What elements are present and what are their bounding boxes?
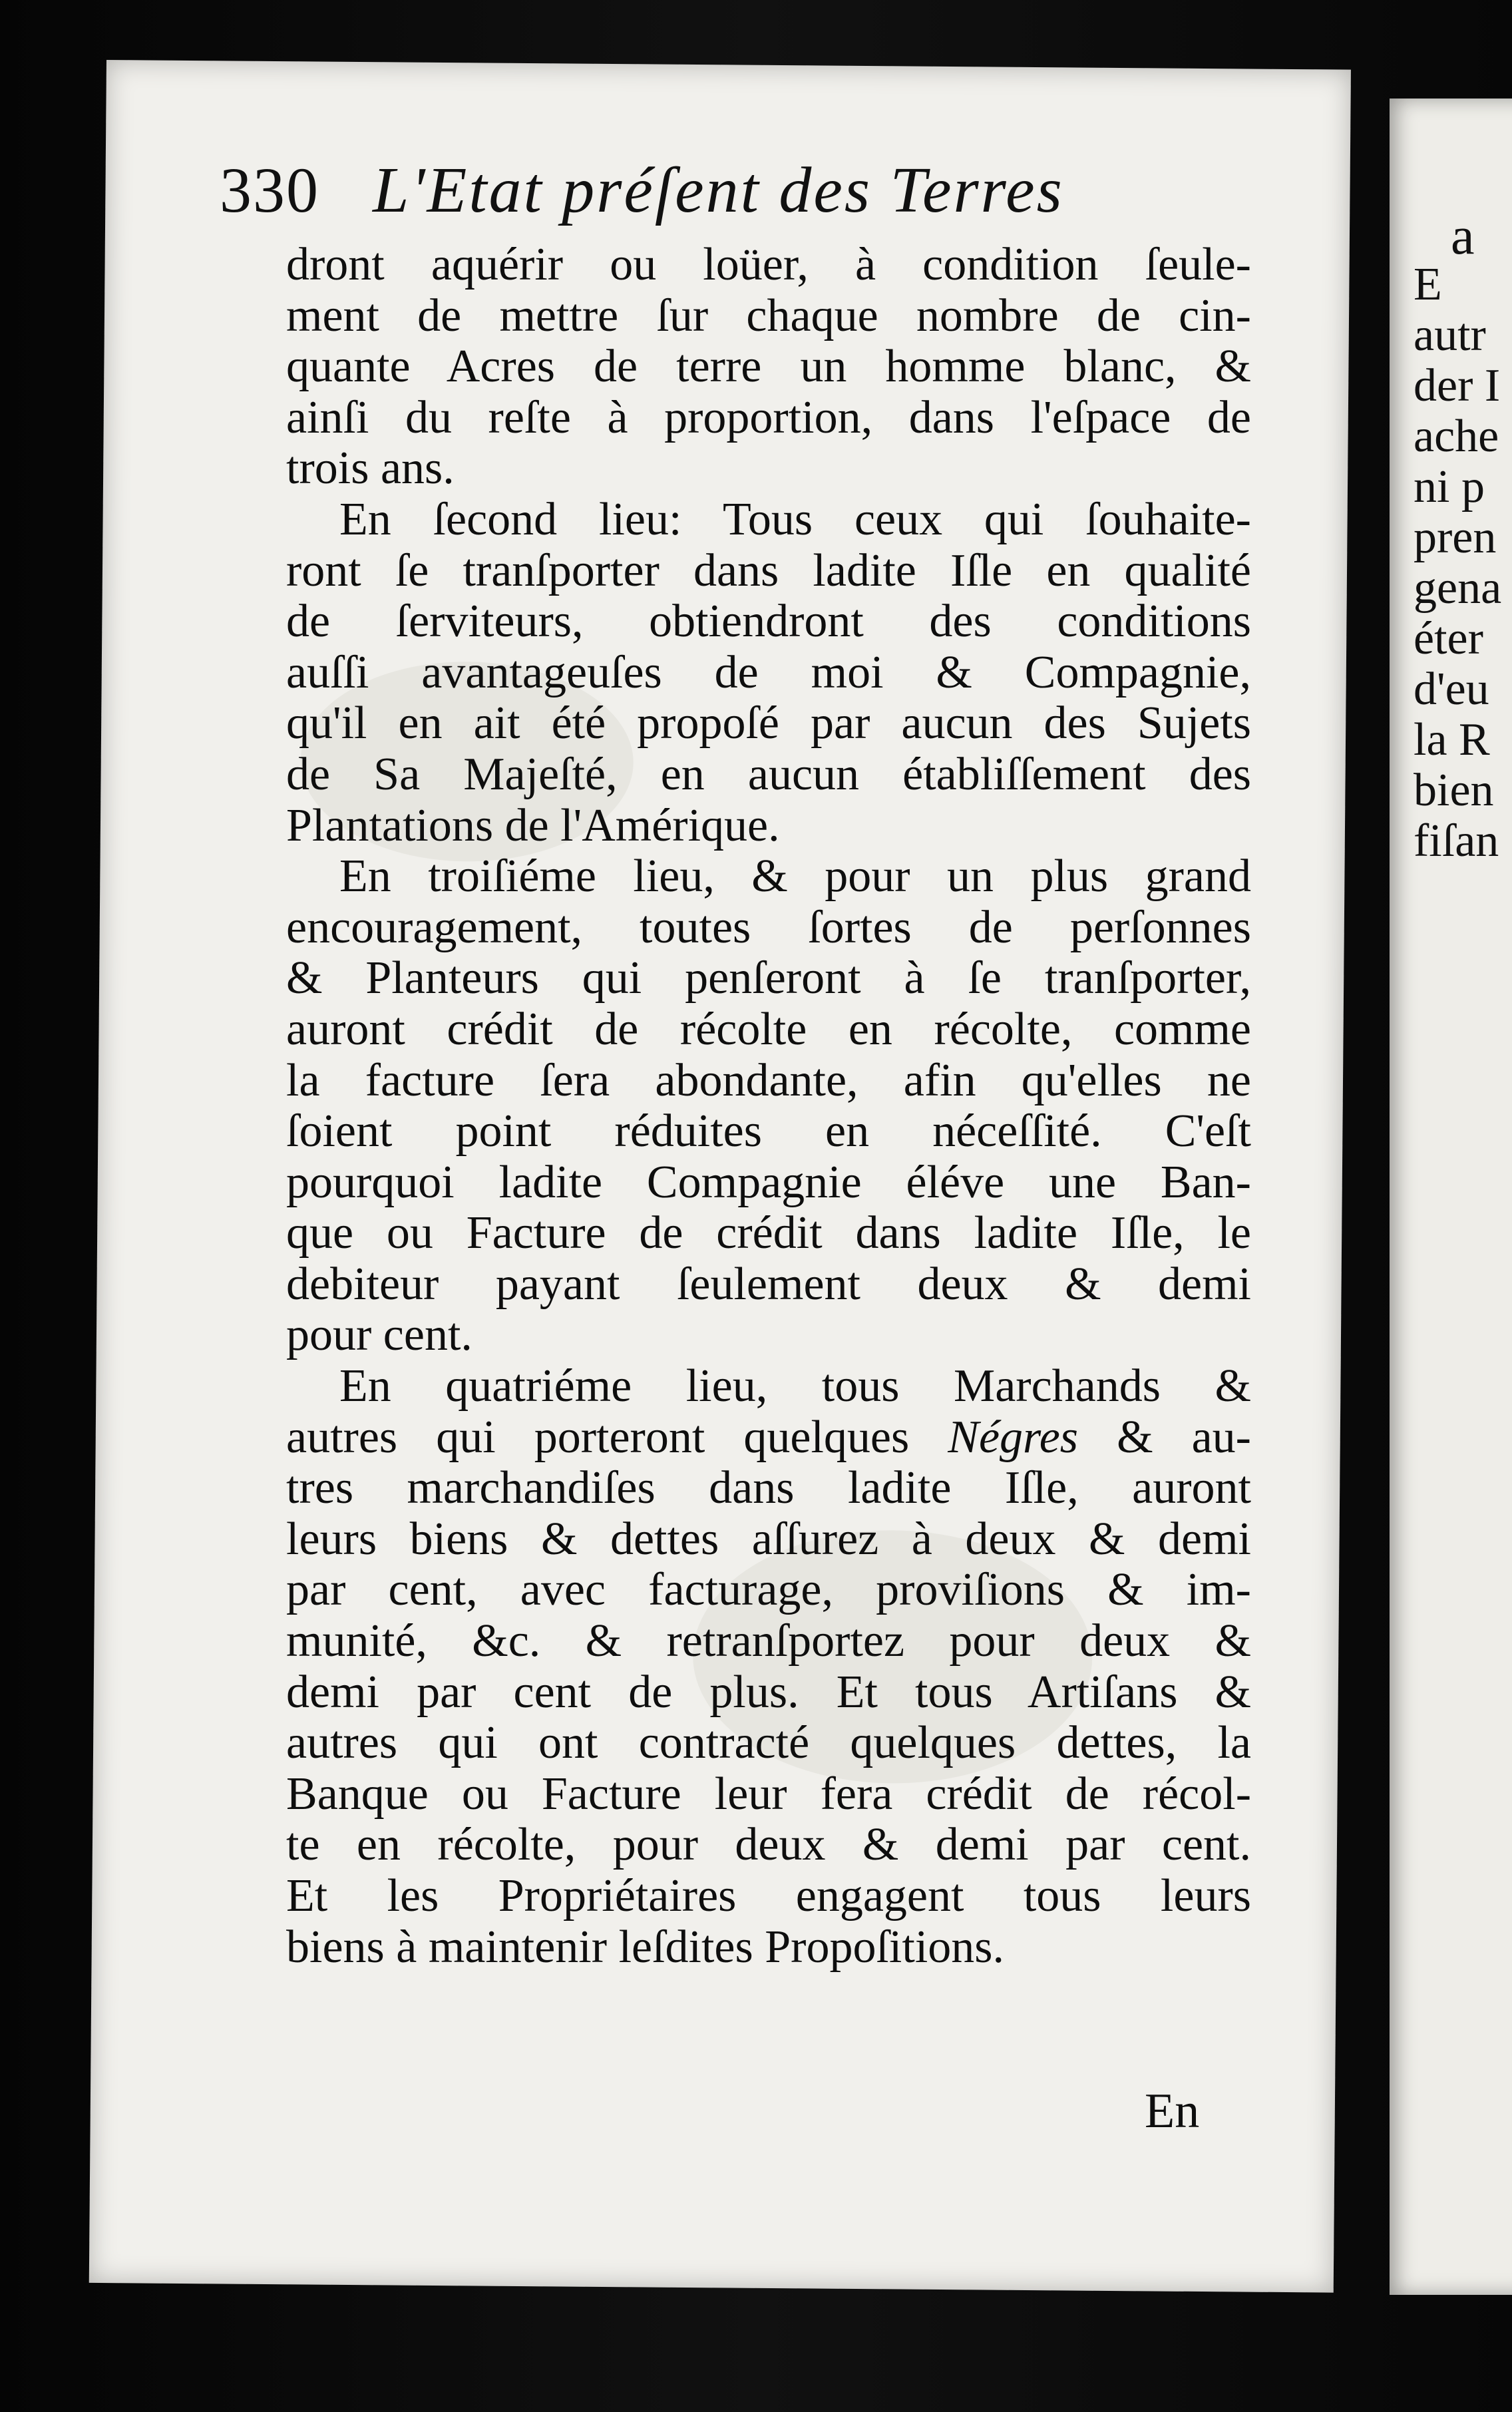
fragment-line: éter	[1414, 613, 1483, 664]
text-line: Banque ou Facture leur fera crédit de récol-	[286, 1768, 1251, 1820]
text-line: ſoient point réduites en néceſſité. C'eſt	[286, 1106, 1251, 1157]
fragment-line: la R	[1414, 714, 1490, 765]
text-line: Et les Propriétaires engagent tous leurs	[286, 1870, 1251, 1921]
text-line: munité, &c. & retranſportez pour deux &	[286, 1615, 1251, 1667]
text-line: tres marchandiſes dans ladite Iſle, auront	[286, 1462, 1251, 1514]
fragment-line: E	[1414, 259, 1442, 310]
fragment-line: bien	[1414, 765, 1494, 816]
text-line: trois ans.	[286, 443, 455, 495]
text-line: par cent, avec facturage, proviſions & im-	[286, 1564, 1251, 1616]
text-line: autres qui ont contracté quelques dettes, la	[286, 1717, 1251, 1769]
text-line: auſſi avantageuſes de moi & Compagnie,	[286, 646, 1251, 698]
text-line: & Planteurs qui penſeront à ſe tranſporter,	[286, 952, 1251, 1004]
fragment-line: der I	[1414, 360, 1501, 411]
text-line: qu'il en ait été propoſé par aucun des Sujets	[286, 698, 1251, 749]
fragment-line: ni p	[1414, 461, 1485, 512]
text-line: que ou Facture de crédit dans ladite Iſle, le	[286, 1207, 1251, 1259]
text-line: dront aquérir ou loüer, à condition ſeule-	[286, 239, 1251, 290]
paragraph-start: En ſecond lieu: Tous ceux qui ſouhaite-	[339, 493, 1251, 545]
text-line: Plantations de l'Amérique.	[286, 799, 780, 851]
fragment-line: d'eu	[1414, 664, 1489, 715]
text-line: encouragement, toutes ſortes de perſonnes	[286, 901, 1251, 953]
fragment-line: autr	[1414, 309, 1486, 361]
text-line: de ſerviteurs, obtiendront des conditions	[286, 596, 1251, 648]
text-line: leurs biens & dettes aſſurez à deux & demi	[286, 1513, 1251, 1565]
text-line: de Sa Majeſté, en aucun établiſſement des	[286, 748, 1251, 800]
text-line: ainſi du reſte à proportion, dans l'eſpace de	[286, 391, 1251, 443]
body-text	[286, 240, 1251, 1973]
fragment-line: ache	[1414, 411, 1499, 462]
text-line: ront ſe tranſporter dans ladite Iſle en qualité	[286, 544, 1251, 596]
fragment-line: gena	[1414, 562, 1502, 614]
fragment-line: pren	[1414, 512, 1497, 563]
text-line: biens à maintenir leſdites Propoſitions.	[286, 1921, 1005, 1973]
facing-page-fragment: a	[1451, 207, 1475, 266]
running-head	[220, 133, 1218, 233]
text-line: auront crédit de récolte en récolte, comme	[286, 1003, 1251, 1055]
paragraph-start: En troiſiéme lieu, & pour un plus grand	[339, 851, 1251, 903]
text-line: pourquoi ladite Compagnie éléve une Ban-	[286, 1156, 1251, 1208]
catchword: En	[1145, 2084, 1200, 2138]
fragment-line: fiſan	[1414, 815, 1499, 867]
text-line: demi par cent de plus. Et tous Artiſans &	[286, 1666, 1251, 1718]
text-line: ment de mettre ſur chaque nombre de cin-	[286, 290, 1251, 341]
text-line: pour cent.	[286, 1309, 472, 1361]
paragraph-start: En quatriéme lieu, tous Marchands &	[339, 1360, 1251, 1412]
page-number: 330	[220, 154, 319, 226]
text-line: te en récolte, pour deux & demi par cent.	[286, 1819, 1251, 1871]
text-line: quante Acres de terre un homme blanc, &	[286, 341, 1251, 393]
running-title: L'Etat préſent des Terres	[373, 154, 1064, 226]
text-line: la facture ſera abondante, afin qu'elles ne	[286, 1054, 1251, 1106]
text-line: debiteur payant ſeulement deux & demi	[286, 1258, 1251, 1310]
facing-page-text	[1414, 260, 1512, 867]
text-line: autres qui porteront quelques Négres & au-	[286, 1411, 1251, 1463]
